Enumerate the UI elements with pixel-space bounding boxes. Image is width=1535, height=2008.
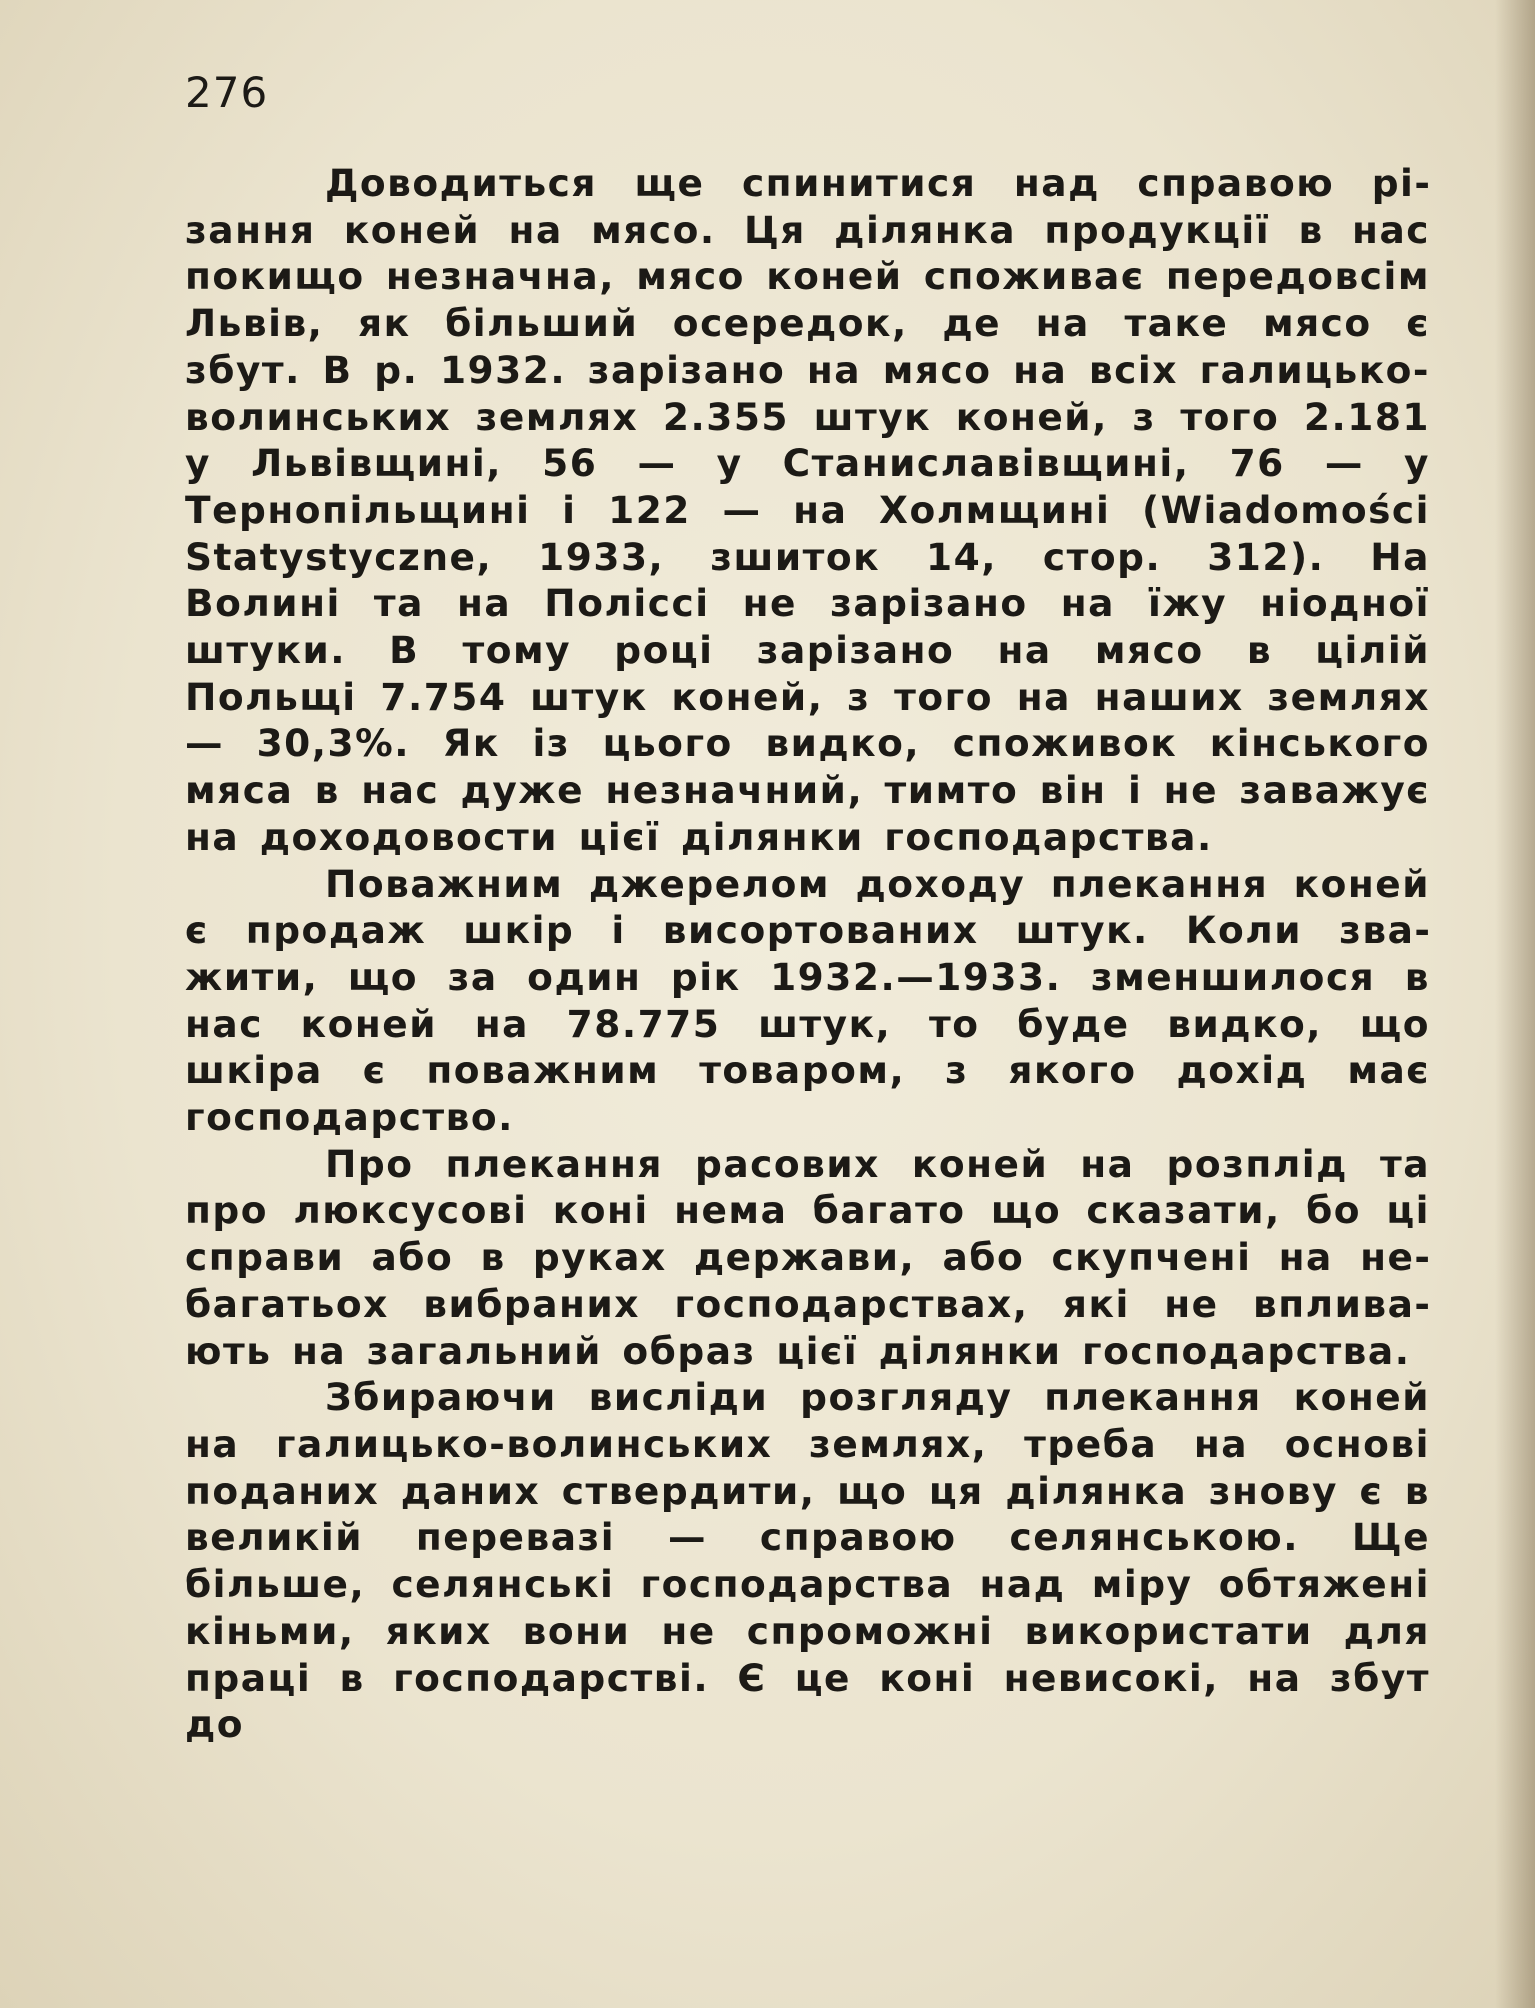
paragraph-horse-meat: Доводиться ще спинитися над справою різання коней на мясо. Ця ділянка продукції в нас покищо незначна, мясо коней споживає передовсім Львів, як більший осередок, де на таке мясо є збут. В р. 1932. зарізано на мясо на всіх галицько-волинських землях 2.355 штук коней, з того 2.181 у Львівщині, 56 — у Станиславівщині, 76 — у Тернопільщині і 122 — на Холмщині (Wiadomości Statystyczne, 1933, зшиток 14, стор. 312). На Волині та на Поліссі не зарізано на їжу ніодної штуки. В тому році зарізано на мясо в цілій Польщі 7.754 штук коней, з того на наших землях — 30,3%. Як із цього видко, споживок кінського мяса в нас дуже незначний, тимто він і не заважує на доходовости цієї ділянки господарства. [185, 161, 1430, 859]
body-text [185, 160, 1430, 1748]
paragraph-racing-horses: Про плекання расових коней на розплід та про люксусові коні нема багато що сказати, бо ці справи або в руках держави, або скупчені на небагатьох вибраних господарствах, які не впливають на загальний образ цієї ділянки господарства. [185, 1141, 1430, 1373]
page-edge-shadow [1495, 0, 1535, 2008]
page-number: 276 [185, 68, 269, 117]
paragraph-conclusion: Збираючи висліди розгляду плекання коней на галицько-волинських землях, треба на основі поданих даних ствердити, що ця ділянка знову є в великій перевазі — справою селянською. Ще більше, селянські господарства над міру обтяжені кіньми, яких вони не спроможні використати для праці в господарстві. Є це коні невисокі, на збут до [185, 1375, 1430, 1747]
paragraph-hides-income: Поважним джерелом доходу плекання коней є продаж шкір і висортованих штук. Коли зважити, що за один рік 1932.—1933. зменшилося в нас коней на 78.775 штук, то буде видко, що шкіра є поважним товаром, з якого дохід має господарство. [185, 861, 1430, 1140]
